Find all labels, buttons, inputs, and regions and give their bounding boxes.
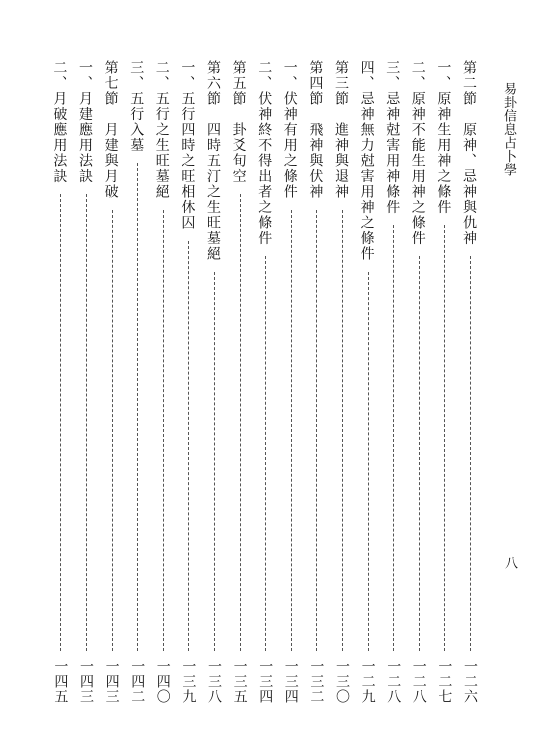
- toc-entry-title: 二、五行之生旺墓絕: [153, 60, 170, 200]
- toc-entry-title: 一、原神生用神之條件: [435, 60, 452, 215]
- dot-leader: [60, 194, 61, 651]
- dot-leader: [368, 272, 369, 652]
- dot-leader: [214, 272, 215, 652]
- toc-entry[interactable]: [52, 60, 70, 720]
- toc-entry-title: 第四節 飛神與伏神: [307, 60, 324, 200]
- dot-leader: [419, 256, 420, 651]
- toc-entry-title: 二、月破應用法訣: [51, 60, 68, 184]
- dot-leader: [470, 256, 471, 651]
- dot-leader: [137, 163, 138, 651]
- toc-entry[interactable]: [180, 60, 198, 720]
- toc-entry-title: 一、五行四時之旺相休囚: [179, 60, 196, 231]
- toc-entry-page-number: 一三〇: [334, 659, 350, 704]
- dot-leader: [86, 194, 87, 651]
- toc-entry-page-number: 一三二: [308, 659, 325, 704]
- toc-entry[interactable]: [129, 60, 147, 720]
- dot-leader: [291, 210, 292, 652]
- toc-entry-title: 四、忌神無力尅害用神之條件: [358, 60, 375, 262]
- toc-entry-page-number: 一二九: [359, 659, 376, 704]
- dot-leader: [240, 194, 241, 651]
- toc-entry-title: 三、五行入墓: [128, 60, 145, 153]
- toc-entry-title: 二、伏神終不得出者之條件: [256, 60, 273, 246]
- toc-entry[interactable]: [104, 60, 122, 720]
- toc-entry-title: 一、月建應用法訣: [77, 60, 93, 184]
- toc-entry[interactable]: [257, 60, 275, 720]
- toc-entry-page-number: 一四二: [129, 659, 146, 704]
- dot-leader: [444, 225, 445, 651]
- toc-entry-title: 第三節 進神與退神: [333, 60, 349, 200]
- toc-entry[interactable]: [283, 60, 301, 720]
- toc-entry-page-number: 一三四: [257, 659, 274, 704]
- toc-entry-page-number: 一三五: [231, 659, 248, 704]
- toc-entry[interactable]: [360, 60, 378, 720]
- toc-entry-page-number: 一二八: [410, 659, 427, 704]
- toc-entry[interactable]: [155, 60, 173, 720]
- toc-entry-page-number: 一四五: [52, 659, 69, 704]
- dot-leader: [188, 241, 189, 652]
- toc-entry-title: 第七節 月建與月破: [102, 60, 119, 200]
- toc-entry-page-number: 一四三: [78, 659, 94, 704]
- toc-entry[interactable]: [385, 60, 403, 720]
- toc-entry[interactable]: [436, 60, 454, 720]
- toc-entry-page-number: 一三八: [206, 659, 222, 704]
- dot-leader: [265, 256, 266, 651]
- toc-entry-page-number: 一二八: [385, 659, 402, 704]
- toc-entry-title: 一、伏神有用之條件: [281, 60, 298, 200]
- dot-leader: [342, 210, 343, 652]
- toc-entry[interactable]: [78, 60, 96, 720]
- toc-entry-page-number: 一二六: [462, 659, 478, 704]
- toc-entry[interactable]: [462, 60, 480, 720]
- toc-entry-page-number: 一三四: [282, 659, 299, 704]
- toc-entry-page-number: 一四三: [103, 659, 120, 704]
- toc-entry-page-number: 一四〇: [154, 659, 171, 704]
- toc-entry[interactable]: [206, 60, 224, 720]
- dot-leader: [163, 210, 164, 652]
- toc-entry[interactable]: [334, 60, 352, 720]
- dot-leader: [112, 210, 113, 652]
- running-title: 易卦信息占卜學: [501, 82, 516, 177]
- toc-entry-title: 第二節 原神、忌神與仇神: [461, 60, 477, 246]
- dot-leader: [316, 210, 317, 652]
- toc-entry-page-number: 一二七: [436, 659, 453, 704]
- toc-entry[interactable]: [308, 60, 326, 720]
- toc-entry-title: 第五節 卦爻旬空: [230, 60, 247, 184]
- toc-entry[interactable]: [411, 60, 429, 720]
- toc-entry-title: 二、原神不能生用神之條件: [409, 60, 426, 246]
- page-folio: 八: [502, 556, 517, 569]
- toc-entry-page-number: 一三九: [180, 659, 197, 704]
- toc-entry[interactable]: [232, 60, 250, 720]
- toc-entry-title: 三、忌神尅害用神條件: [384, 60, 401, 215]
- toc-entry-title: 第六節 四時五汀之生旺墓絕: [205, 60, 221, 262]
- dot-leader: [393, 225, 394, 651]
